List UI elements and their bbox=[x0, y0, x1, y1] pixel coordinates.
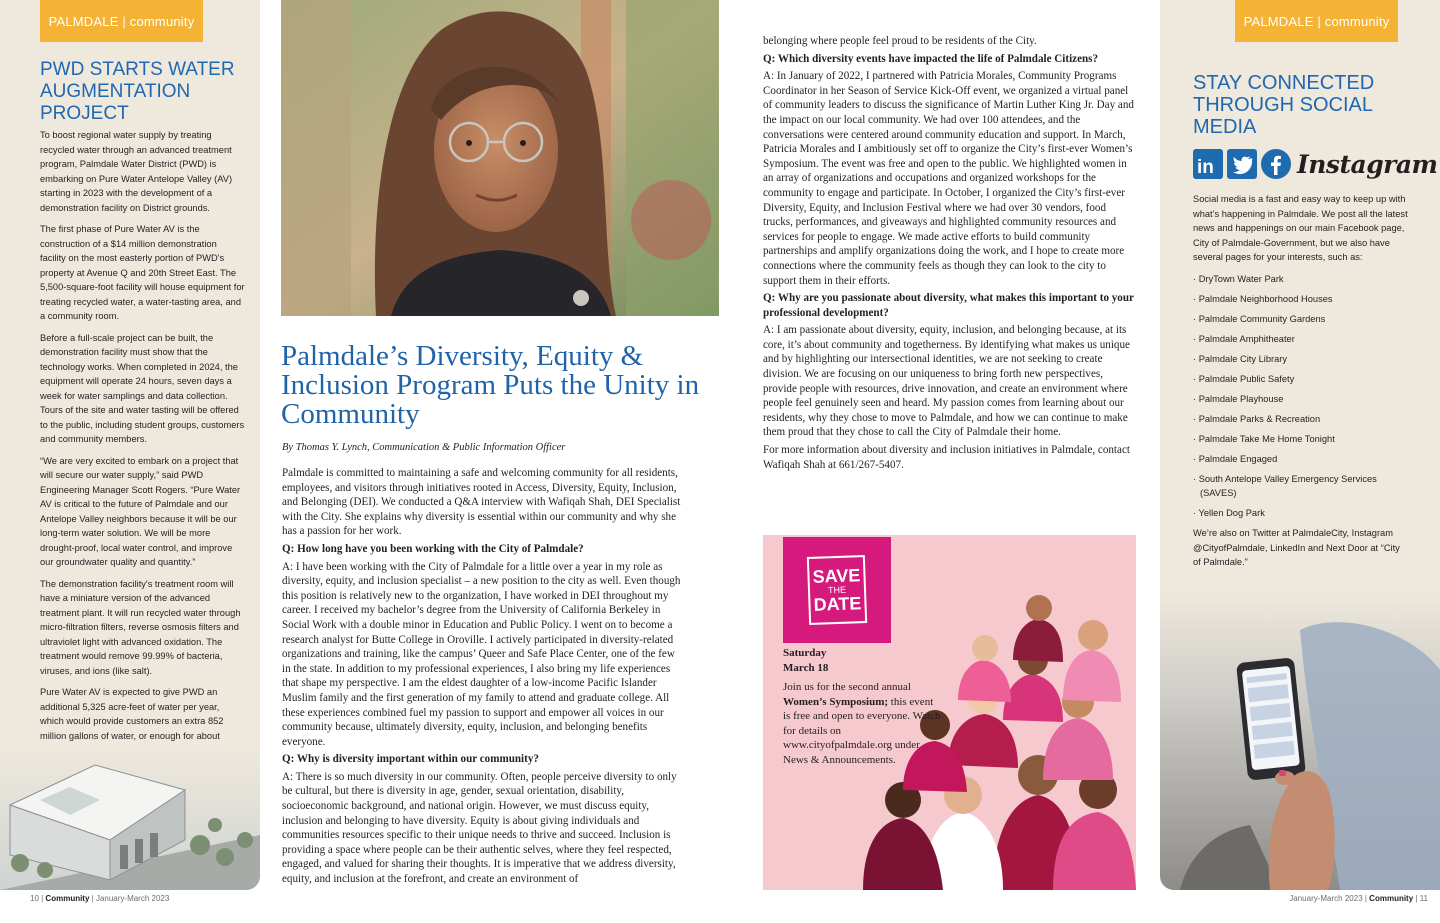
page-name: Palmdale Playhouse bbox=[1198, 393, 1284, 404]
list-item: · Palmdale City Library bbox=[1193, 353, 1288, 364]
sidebar-heading: PWD STARTS WATER AUGMENTATION PROJECT bbox=[40, 59, 235, 124]
page-name: Yellen Dog Park bbox=[1198, 508, 1265, 518]
list-item: · South Antelope Valley Emergency Services (SAVES) bbox=[1193, 473, 1377, 498]
page-name: Palmdale Parks & Recreation bbox=[1198, 413, 1321, 424]
page-number: 10 | bbox=[30, 894, 46, 903]
list-item: · Palmdale Parks & Recreation bbox=[1193, 413, 1321, 424]
social-icons-row bbox=[1192, 147, 1438, 181]
linkedin-icon[interactable] bbox=[1192, 148, 1224, 180]
article-paragraph: A: I have been working with the City of Palmdale for a little over a year in my role as diversity, equity, and inclusion specialist – a new position to the city as well. Even though this position is relatively new to the organization, I have worked in DEI throughout my career. I received my bachelor’s degree from the University of California Berkeley in Social Work with a double minor in Education and Public Policy. I went on to become a research analyst for Butte College in Oroville. I actively participated in diversity-related organizations and training, like the campus’ Queer and Safe Place Center, one of the few in the state. In addition to my professional experiences, I also bring my life experiences that shape my perspective. I am the eldest daughter of a low-income Pacific Islander Muslim family and the first generation of my family to attend and graduate college. All these experiences combined fuel my passion to support and empower all voices in our community because, ultimately diversity, equity, inclusion, and belonging benefits everyone. bbox=[282, 560, 681, 748]
event-text-after: this event is free and open to everyone. Watch for details on www.cityofpalmdale.org under News & Announcements. bbox=[783, 695, 941, 766]
social-pages-list bbox=[1193, 272, 1408, 521]
facility-rendering-image bbox=[0, 745, 260, 890]
list-item: · Palmdale Public Safety bbox=[1193, 373, 1295, 384]
save-the-date-ad bbox=[763, 535, 1136, 890]
badge-the: THE bbox=[827, 584, 847, 596]
svg-text:in: in bbox=[1197, 157, 1214, 178]
contact-paragraph: For more information about diversity and inclusion initiatives in Palmdale, contact Wafiqah Shah at 661/267-5407. bbox=[763, 444, 1130, 471]
badge-date: DATE bbox=[813, 593, 862, 615]
article-paragraph: A: In January of 2022, I partnered with Patricia Morales, Community Programs Coordinator in her Season of Service Kick-Off event, we organized a virtual panel of community leaders to discuss the significance of Martin Luther King Jr. Day and the impact on our local community. We had over 100 attendees, and the conversations were centered around community education and support. In March, Patricia Morales and I ambitiously set off to organize the City’s first-ever Women’s Symposium. The event was free and open to the public. We highlighted women in an array of organizations and occupations and organized workshops for the community to engage and participate. In October, I organized the City’s first-ever Diversity, Equity, and Inclusion Festival where we had over 30 vendors, food trucks, performances, and giveaways and highlighted community resources and services for people to engage. We made active efforts to build community partnerships and amplify organizations doing the work, and I hope to create more connections where the community feels as though they can look to the city to support them in their efforts. bbox=[763, 70, 1134, 287]
article-paragraph: belonging where people feel proud to be residents of the City. bbox=[763, 35, 1037, 47]
sidebar-body bbox=[1193, 192, 1408, 577]
list-item: · Palmdale Engaged bbox=[1193, 453, 1278, 464]
sidebar-heading: STAY CONNECTED THROUGH SOCIAL MEDIA bbox=[1193, 72, 1375, 138]
left-sidebar bbox=[0, 0, 260, 890]
event-name: Women’s Symposium; bbox=[783, 695, 889, 708]
page-name: DryTown Water Park bbox=[1198, 273, 1284, 284]
right-sidebar bbox=[1160, 0, 1440, 890]
list-item: · Palmdale Community Gardens bbox=[1193, 313, 1326, 324]
badge-save: SAVE bbox=[812, 565, 861, 587]
list-item: · Palmdale Take Me Home Tonight bbox=[1193, 433, 1335, 444]
article-column-2 bbox=[763, 34, 1138, 494]
page-number: | 11 bbox=[1413, 894, 1428, 903]
page-name: Palmdale Engaged bbox=[1198, 453, 1278, 464]
page-name: Palmdale Neighborhood Houses bbox=[1198, 293, 1333, 304]
interview-question: Q: How long have you been working with the City of Palmdale? bbox=[282, 542, 584, 555]
portrait-photo bbox=[281, 0, 719, 316]
footer-left bbox=[30, 893, 169, 905]
sidebar-paragraph: To boost regional water supply by treating recycled water through an advanced treatment program, Palmdale Water District (PWD) is embarking on Pure Water Antelope Valley (AV) starting in 2023 with the development of a demonstration facility on District grounds. bbox=[40, 130, 233, 213]
article-paragraph: A: There is so much diversity in our community. Often, people perceive diversity to only be cultural, but there is diversity in age, gender, sexual orientation, disability, socioeconomic background, and national origin. However, we must discuss equity, inclusion and belonging to have diversity. Equity is about giving individuals and communities resources specific to their unique needs to thrive and succeed. Inclusion is providing a space where people can be their authentic selves, where they feel respected, engaged, and valued for sharing their thoughts. It is imperative that we address diversity, equity, and inclusion at the forefront, and create an environment of bbox=[282, 770, 677, 886]
twitter-icon[interactable] bbox=[1226, 148, 1258, 180]
page-name: Palmdale Public Safety bbox=[1198, 373, 1295, 384]
page-name: Palmdale Community Gardens bbox=[1198, 313, 1326, 324]
interview-question: Q: Why is diversity important within our community? bbox=[282, 753, 539, 766]
sidebar-paragraph: “We are very excited to embark on a project that will secure our water supply,” said PWD Engineering Manager Scott Rogers. “Pure Water AV is critical to the future of Palmdale and our Antelope Valley neighbors because it will be our long-term water solution. We will be more drought-proof, local water control, and improve our groundwater quality and quantity.” bbox=[40, 455, 241, 567]
social-intro: Social media is a fast and easy way to keep up with what’s happening in Palmdale. We post all the latest news and happenings on our main Facebook page, City of Palmdale-Government, but we also have several pages for your interests, such as: bbox=[1193, 194, 1408, 262]
article-column-1 bbox=[282, 466, 682, 891]
section-tag: PALMDALE | community bbox=[40, 0, 203, 42]
event-description bbox=[783, 680, 943, 768]
sidebar-paragraph: Pure Water AV is expected to give PWD an additional 5,325 acre-feet of water per year, which would provide customers an extra 852 million gallons of water, or enough for about bbox=[40, 687, 224, 741]
event-day: Saturday bbox=[783, 647, 827, 659]
article-paragraph: A: I am passionate about diversity, equity, inclusion, and belonging because, at its core, it’s about community and togetherness. By identifying what makes us unique and by highlighting our intersectional identities, we are not seeking to create division. We are focusing on our uniqueness to bring forth new perspectives, provide people with resources, drive innovation, and create an environment where people feel genuinely seen and heard. My passion comes from learning about our residents, why they chose to move to Palmdale, and how we can continue to make them proud that they chose to call the City of Palmdale their home. bbox=[763, 324, 1130, 439]
phone-in-hand-photo bbox=[1160, 590, 1440, 890]
sidebar-paragraph: The first phase of Pure Water AV is the construction of a $14 million demonstration facility on the most easterly portion of PWD's property at Avenue Q and 20th Street East. The 5,500-square-foot facility will house equipment for treating recycled water, a water-tasting area, and a community room. bbox=[40, 224, 245, 321]
list-item: · DryTown Water Park bbox=[1193, 273, 1284, 284]
page-name: Palmdale City Library bbox=[1198, 353, 1288, 364]
sidebar-paragraph: Before a full-scale project can be built, the demonstration facility must show that the technology works. When completed in 2024, the equipment will operate 24 hours, seven days a week for water samplings and data collection. Tours of the site and water tasting will be offered to the public, including student groups, customers and community members. bbox=[40, 332, 245, 444]
article-title: Palmdale’s Diversity, Equity & Inclusion Program Puts the Unity in Community bbox=[281, 340, 700, 430]
list-item: · Palmdale Playhouse bbox=[1193, 393, 1284, 404]
list-item: · Palmdale Amphitheater bbox=[1193, 333, 1295, 344]
event-date bbox=[783, 646, 828, 676]
instagram-wordmark[interactable]: Instagram bbox=[1297, 149, 1438, 179]
page-name: South Antelope Valley Emergency Services (SAVES) bbox=[1198, 473, 1377, 498]
issue-date: January-March 2023 | bbox=[1289, 894, 1370, 903]
list-item: · Yellen Dog Park bbox=[1193, 508, 1265, 518]
event-month-day: March 18 bbox=[783, 662, 829, 674]
magazine-name: Community bbox=[1369, 894, 1414, 903]
section-tag: PALMDALE | community bbox=[1235, 0, 1398, 42]
event-text-before: Join us for the second annual bbox=[783, 681, 911, 693]
sidebar-body bbox=[40, 128, 245, 765]
sidebar-paragraph: The demonstration facility's treatment room will have a miniature version of the advanced treatment plant. It will run recycled water through micro-filtration filters, reverse osmosis filters and ultraviolet light with advanced oxidation. The treatment would remove 99.99% of bacteria, viruses, and ions (like salt). bbox=[40, 578, 241, 676]
footer-right bbox=[1289, 893, 1428, 905]
list-item: · Palmdale Neighborhood Houses bbox=[1193, 293, 1333, 304]
interview-question: Q: Why are you passionate about diversity, what makes this important to your professional development? bbox=[763, 292, 1134, 319]
article-byline: By Thomas Y. Lynch, Communication & Public Information Officer bbox=[282, 442, 566, 453]
social-outro: We’re also on Twitter at PalmdaleCity, Instagram @CityofPalmdale, LinkedIn and Next Door at “City of Palmdale.” bbox=[1193, 528, 1400, 567]
interview-question: Q: Which diversity events have impacted the life of Palmdale Citizens? bbox=[763, 52, 1099, 65]
page-name: Palmdale Amphitheater bbox=[1198, 333, 1295, 344]
magazine-name: Community bbox=[45, 894, 90, 903]
article-paragraph: Palmdale is committed to maintaining a safe and welcoming community for all residents, employees, and visitors through initiatives rooted in Access, Diversity, Equity, Inclusion, and Belonging (DEI). We conducted a Q&A interview with Wafiqah Shah, DEI Specialist with the City. She explains why diversity is essential within our community and why she has a passion for her work. bbox=[282, 467, 681, 538]
issue-date: | January-March 2023 bbox=[89, 894, 170, 903]
page-name: Palmdale Take Me Home Tonight bbox=[1198, 433, 1335, 444]
facebook-icon[interactable] bbox=[1260, 148, 1292, 180]
